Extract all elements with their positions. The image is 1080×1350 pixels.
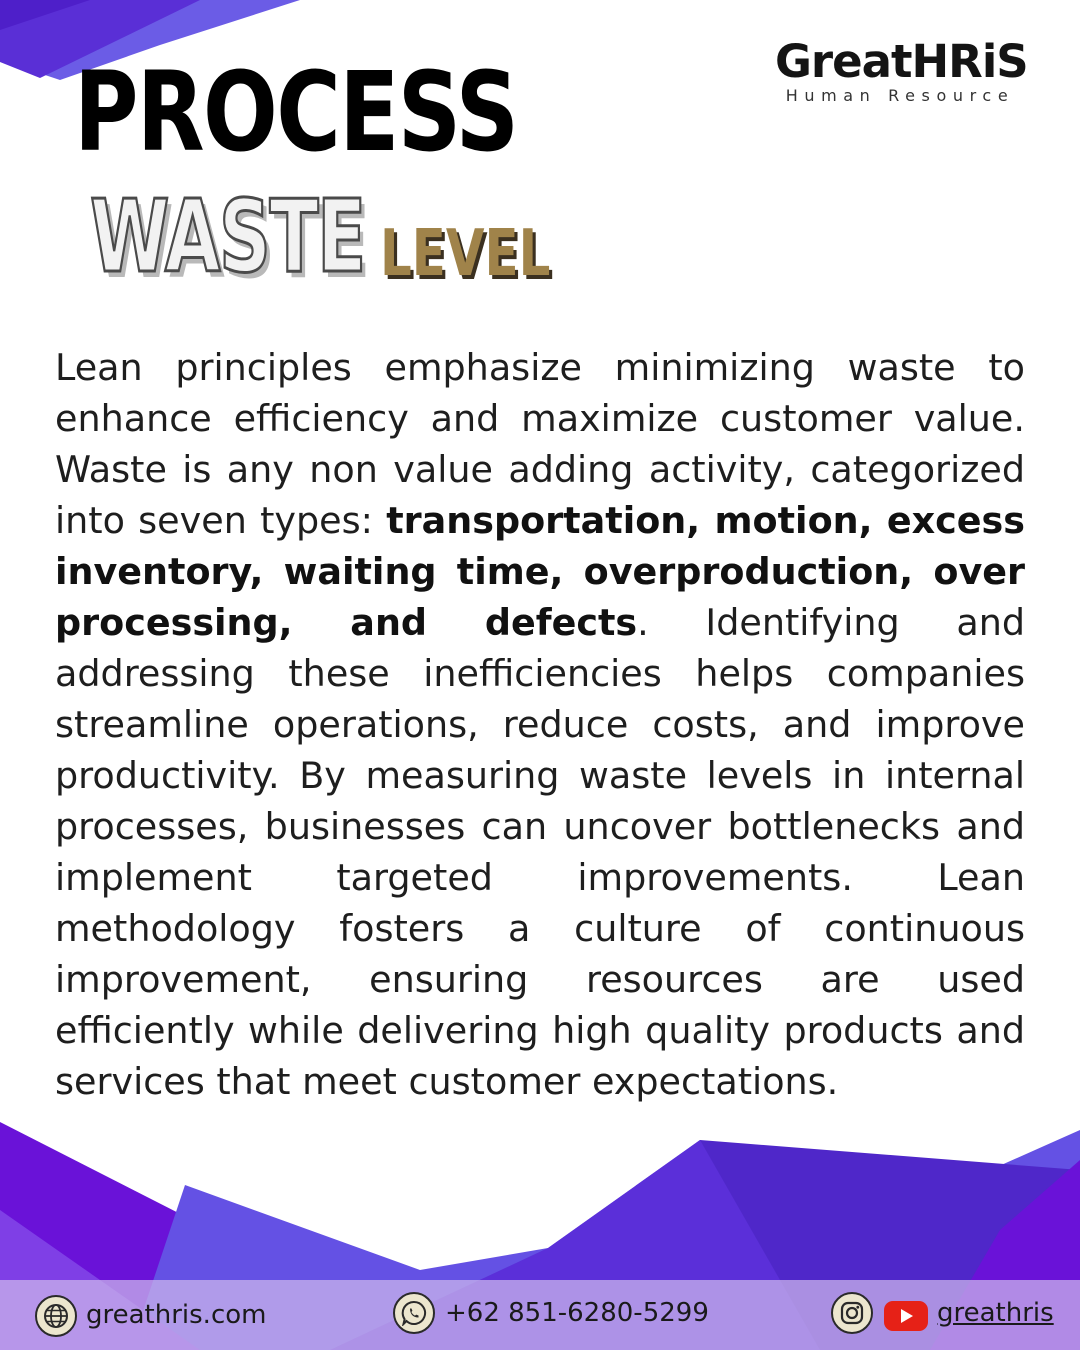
youtube-play-icon: [901, 1309, 913, 1323]
body-rest: . Identifying and addressing these inefficiencies helps companies streamline operations, reduce costs, and improve productivity. By measuring waste levels in internal processes, businesses can uncover bottlenecks and implement targeted improvements. Lean methodology fosters a culture of continuous improvement, ensuring resources are used efficiently while delivering high quality products and services that meet customer expectations.: [55, 601, 1025, 1103]
greathris-logo: [775, 35, 1028, 106]
body-intro: Lean principles emphasize minimizing waste to enhance efficiency and maximize customer value. Waste is any non value adding activity, categorized into seven types:: [55, 346, 1025, 542]
social-handle-link[interactable]: greathris: [937, 1298, 1054, 1328]
phone-number[interactable]: +62 851-6280-5299: [445, 1298, 709, 1328]
logo-tagline: Human Resource: [785, 86, 1015, 105]
title-waste: WASTE: [90, 178, 365, 295]
whatsapp-icon: [393, 1292, 435, 1334]
website-link[interactable]: greathris.com: [86, 1300, 267, 1330]
body-paragraph: [55, 342, 1025, 1107]
waste-types: transportation, motion, excess inventory, waiting time, overproduction, over processing, and defects: [55, 499, 1025, 644]
instagram-icon[interactable]: [831, 1292, 873, 1334]
logo-name: GreatHRiS: [775, 35, 1028, 88]
title-process: PROCESS: [74, 48, 518, 176]
youtube-icon[interactable]: [884, 1301, 928, 1331]
title-level: LEVEL: [380, 217, 551, 291]
globe-icon: [35, 1295, 77, 1337]
